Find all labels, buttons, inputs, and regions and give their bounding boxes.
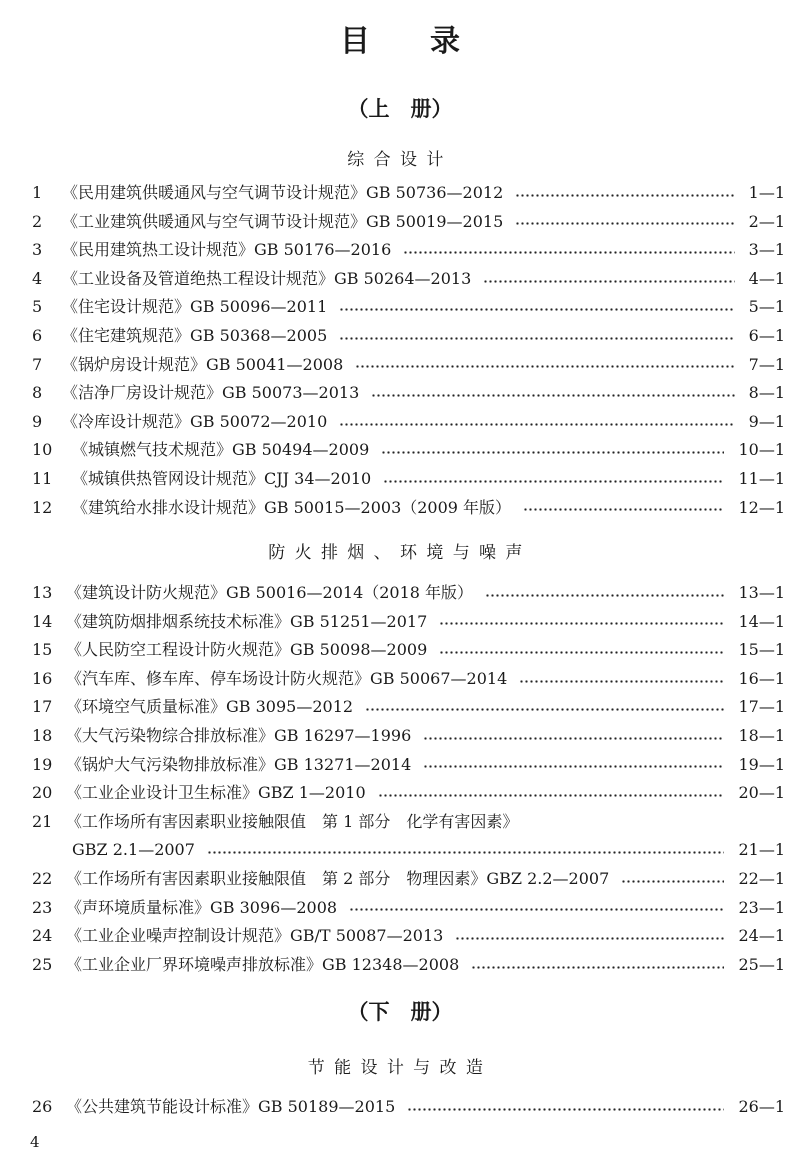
toc-entry[interactable] (0, 1093, 800, 1122)
section-heading: 节能设计与改造 (307, 1058, 493, 1078)
entry-title: 《住宅建筑规范》GB 50368—2005 (62, 325, 328, 345)
entry-code: GBZ 2.1—2007 (72, 840, 195, 860)
dot-leader (423, 765, 724, 768)
dot-leader (383, 480, 724, 483)
dot-leader (371, 394, 734, 397)
entry-number: 24 (32, 926, 53, 946)
entry-title: 《公共建筑节能设计标准》GB 50189—2015 (66, 1097, 396, 1116)
page-title (0, 16, 800, 60)
toc-entry[interactable] (0, 494, 800, 523)
dot-leader (515, 222, 734, 225)
toc-entry[interactable] (0, 436, 800, 465)
toc-entry[interactable] (0, 808, 800, 837)
dot-leader (207, 851, 725, 854)
dot-leader (515, 194, 734, 197)
dot-leader (485, 594, 724, 597)
dot-leader (439, 651, 724, 654)
entry-title: 《冷库设计规范》GB 50072—2010 (62, 411, 328, 431)
entry-title: 《工业企业设计卫生标准》GBZ 1—2010 (66, 783, 366, 803)
entry-number: 26 (32, 1097, 53, 1116)
dot-leader (403, 251, 734, 254)
toc-entry[interactable] (0, 408, 800, 437)
entry-number: 16 (32, 668, 53, 688)
entry-page: 26—1 (738, 1097, 785, 1116)
page-number: 4 (30, 1133, 40, 1151)
entry-number: 2 (32, 211, 43, 231)
entry-number: 6 (32, 325, 43, 345)
toc-entry[interactable] (0, 465, 800, 494)
entry-title: 《环境空气质量标准》GB 3095—2012 (66, 697, 354, 717)
entry-page: 6—1 (748, 325, 785, 345)
dot-leader (381, 451, 724, 454)
entry-page: 5—1 (748, 297, 785, 317)
entry-page: 17—1 (738, 697, 785, 717)
entry-title: 《锅炉房设计规范》GB 50041—2008 (62, 354, 344, 374)
entry-title: 《大气污染物综合排放标准》GB 16297—1996 (66, 725, 412, 745)
entry-number: 11 (32, 468, 53, 488)
entry-title: 《建筑防烟排烟系统技术标准》GB 51251—2017 (66, 611, 428, 631)
toc-entry[interactable] (0, 265, 800, 294)
entry-title: 《城镇供热管网设计规范》CJJ 34—2010 (72, 468, 372, 488)
entry-title: 《民用建筑供暖通风与空气调节设计规范》GB 50736—2012 (62, 183, 504, 202)
entry-page: 19—1 (738, 754, 785, 774)
toc-entry[interactable] (0, 208, 800, 237)
entry-number: 7 (32, 354, 43, 374)
entry-title: 《人民防空工程设计防火规范》GB 50098—2009 (66, 640, 428, 660)
entry-page: 9—1 (748, 411, 785, 431)
toc-entry[interactable] (0, 693, 800, 722)
entry-page: 2—1 (748, 211, 785, 231)
entry-title: 《工业企业噪声控制设计规范》GB/T 50087—2013 (66, 926, 444, 946)
toc-entry[interactable] (0, 894, 800, 923)
entry-title: 《工业企业厂界环境噪声排放标准》GB 12348—2008 (66, 954, 460, 974)
entry-title: 《建筑设计防火规范》GB 50016—2014（2018 年版） (66, 583, 474, 602)
dot-leader (471, 966, 724, 969)
toc-entry[interactable] (0, 236, 800, 265)
dot-leader (519, 680, 724, 683)
toc-entry[interactable] (0, 608, 800, 637)
entry-page: 16—1 (738, 668, 785, 688)
dot-leader (339, 423, 734, 426)
entry-number: 14 (32, 611, 53, 631)
entry-page: 3—1 (748, 240, 785, 260)
dot-leader (439, 622, 724, 625)
dot-leader (365, 708, 724, 711)
dot-leader (339, 308, 734, 311)
entry-number: 25 (32, 954, 53, 974)
toc-entry[interactable] (0, 351, 800, 380)
entry-page: 23—1 (738, 897, 785, 917)
toc-entry[interactable] (0, 293, 800, 322)
toc-entry[interactable] (0, 665, 800, 694)
entry-number: 13 (32, 583, 53, 602)
entry-number: 19 (32, 754, 53, 774)
toc-entry[interactable] (0, 779, 800, 808)
entry-page: 21—1 (738, 840, 785, 860)
toc-entry[interactable] (0, 751, 800, 780)
entry-page: 4—1 (748, 268, 785, 288)
entry-page: 12—1 (738, 497, 785, 517)
entry-page: 14—1 (738, 611, 785, 631)
entry-title: 《锅炉大气污染物排放标准》GB 13271—2014 (66, 754, 412, 774)
entry-page: 24—1 (738, 926, 785, 946)
entry-title: 《洁净厂房设计规范》GB 50073—2013 (62, 383, 360, 403)
entry-title: 《汽车库、修车库、停车场设计防火规范》GB 50067—2014 (66, 668, 508, 688)
dot-leader (407, 1108, 724, 1111)
entry-number: 23 (32, 897, 53, 917)
entry-page: 25—1 (738, 954, 785, 974)
entry-number: 21 (32, 811, 53, 831)
entry-title: 《工作场所有害因素职业接触限值 第 1 部分 化学有害因素》 (66, 811, 519, 831)
entry-number: 1 (32, 183, 43, 202)
entry-page: 18—1 (738, 725, 785, 745)
entry-page: 10—1 (738, 440, 785, 460)
toc-entry[interactable] (0, 951, 800, 980)
entry-page: 1—1 (748, 183, 785, 202)
entry-number: 12 (32, 497, 53, 517)
entry-number: 17 (32, 697, 53, 717)
entry-page: 7—1 (748, 354, 785, 374)
toc-entry[interactable] (0, 722, 800, 751)
title-char: 目 (340, 24, 370, 59)
entry-page: 11—1 (738, 468, 785, 488)
entry-title: 《住宅设计规范》GB 50096—2011 (62, 297, 328, 317)
dot-leader (483, 280, 734, 283)
entry-number: 18 (32, 725, 53, 745)
entry-title: 《工业设备及管道绝热工程设计规范》GB 50264—2013 (62, 268, 472, 288)
toc-entry-continuation (0, 836, 800, 865)
entry-number: 9 (32, 411, 43, 431)
entry-title: 《工作场所有害因素职业接触限值 第 2 部分 物理因素》GBZ 2.2—2007 (66, 868, 610, 888)
toc-group (0, 1093, 800, 1122)
entry-number: 8 (32, 383, 43, 403)
entry-number: 20 (32, 783, 53, 803)
dot-leader (349, 908, 724, 911)
title-char: 录 (430, 24, 460, 59)
entry-title: 《声环境质量标准》GB 3096—2008 (66, 897, 338, 917)
entry-title: 《工业建筑供暖通风与空气调节设计规范》GB 50019—2015 (62, 211, 504, 231)
dot-leader (523, 508, 724, 511)
dot-leader (455, 937, 724, 940)
entry-number: 22 (32, 868, 53, 888)
dot-leader (378, 794, 725, 797)
toc-entry[interactable] (0, 865, 800, 894)
toc-group (0, 579, 800, 979)
entry-title: 《城镇燃气技术规范》GB 50494—2009 (72, 440, 370, 460)
dot-leader (423, 737, 724, 740)
toc-entry[interactable] (0, 579, 800, 608)
dot-leader (339, 337, 734, 340)
entry-page: 13—1 (738, 583, 785, 602)
entry-title: 《民用建筑热工设计规范》GB 50176—2016 (62, 240, 392, 260)
section-heading: 综合设计 (347, 150, 453, 170)
volume-upper-heading: （上 册） (347, 96, 453, 121)
toc-entry[interactable] (0, 322, 800, 351)
entry-number: 3 (32, 240, 43, 260)
dot-leader (621, 880, 724, 883)
entry-number: 4 (32, 268, 43, 288)
section-heading: 防火排烟、环境与噪声 (268, 543, 532, 563)
entry-page: 8—1 (748, 383, 785, 403)
dot-leader (355, 365, 734, 368)
entry-number: 15 (32, 640, 53, 660)
entry-title: 《建筑给水排水设计规范》GB 50015—2003（2009 年版） (72, 497, 512, 517)
toc-entry[interactable] (0, 179, 800, 208)
toc-entry[interactable] (0, 379, 800, 408)
entry-page: 20—1 (738, 783, 785, 803)
toc-group (0, 179, 800, 522)
entry-page: 15—1 (738, 640, 785, 660)
toc-entry[interactable] (0, 636, 800, 665)
volume-lower-heading: （下 册） (347, 999, 453, 1024)
toc-entry[interactable] (0, 922, 800, 951)
entry-number: 5 (32, 297, 43, 317)
entry-number: 10 (32, 440, 53, 460)
entry-page: 22—1 (738, 868, 785, 888)
